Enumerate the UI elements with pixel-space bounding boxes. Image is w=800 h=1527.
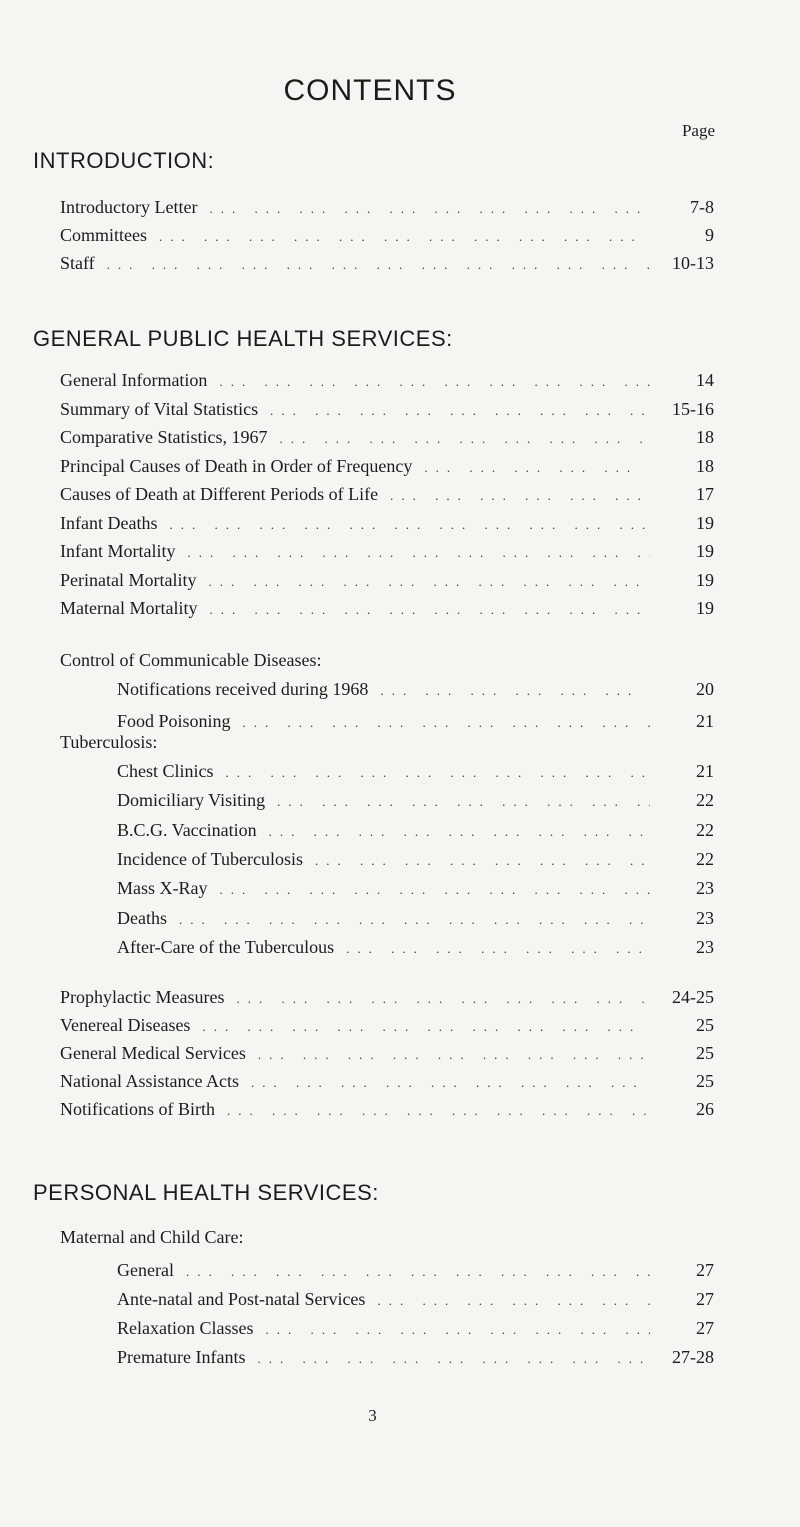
toc-entry-page: 25 [696, 1015, 714, 1035]
dot-leader [208, 570, 650, 594]
dot-leader [209, 598, 650, 622]
toc-entry [60, 539, 714, 563]
page-title: CONTENTS [283, 74, 457, 107]
toc-entry-page: 18 [696, 455, 714, 476]
dot-leader [279, 427, 650, 451]
dot-leader [390, 484, 650, 508]
toc-entry-page: 19 [696, 598, 714, 618]
dot-leader [107, 253, 650, 277]
toc-entry [60, 223, 714, 247]
toc-entry-page: 27-28 [672, 1347, 714, 1367]
toc-entry [60, 397, 714, 421]
toc-entry-label: Premature Infants [117, 1347, 246, 1367]
toc-entry-label: Venereal Diseases [60, 1015, 191, 1035]
toc-entry-label: General [117, 1260, 174, 1280]
toc-entry-label: Summary of Vital Statistics [60, 398, 259, 419]
toc-entry-label: Mass X-Ray [117, 878, 208, 899]
dot-leader [227, 1099, 650, 1123]
toc-entry-page: 27 [696, 1318, 714, 1338]
toc-entry [60, 1041, 714, 1065]
toc-entry-label: B.C.G. Vaccination [117, 819, 257, 840]
toc-entry-page: 10-13 [672, 253, 714, 273]
toc-entry [60, 482, 714, 506]
toc-entry-page: 14 [696, 370, 714, 390]
toc-entry [117, 1258, 714, 1282]
maternal-child-care-heading: Maternal and Child Care: [60, 1227, 244, 1247]
toc-entry-label: Principal Causes of Death in Order of Frequency [60, 455, 413, 476]
toc-entry-label: Infant Deaths [60, 512, 158, 533]
toc-entry [60, 1013, 714, 1037]
toc-entry-page: 25 [696, 1071, 714, 1091]
section-introduction: INTRODUCTION: [33, 148, 215, 173]
toc-entry-label: Perinatal Mortality [60, 569, 197, 590]
dot-leader [169, 513, 650, 537]
toc-entry-page: 9 [705, 225, 714, 245]
dot-leader [377, 1289, 650, 1313]
toc-entry [60, 511, 714, 535]
toc-entry-page: 27 [696, 1260, 714, 1280]
toc-entry-label: Comparative Statistics, 1967 [60, 427, 268, 447]
section-personal-health: PERSONAL HEALTH SERVICES: [33, 1180, 379, 1205]
section-general-public-health: GENERAL PUBLIC HEALTH SERVICES: [33, 326, 453, 351]
dot-leader [251, 1071, 650, 1095]
dot-leader [424, 456, 650, 480]
toc-entry-page: 23 [696, 907, 714, 928]
toc-entry-page: 21 [696, 761, 714, 781]
toc-entry-page: 7-8 [690, 197, 714, 217]
dot-leader [209, 197, 650, 221]
toc-entry-label: Chest Clinics [117, 761, 214, 781]
toc-entry [117, 1287, 714, 1311]
dot-leader [187, 541, 650, 565]
toc-entry [117, 1316, 714, 1340]
toc-entry-label: Causes of Death at Different Periods of Life [60, 484, 379, 504]
toc-entry [117, 677, 714, 701]
toc-entry-page: 20 [696, 679, 714, 699]
dot-leader [236, 987, 650, 1011]
toc-entry [117, 709, 714, 733]
toc-entry [60, 1097, 714, 1121]
dot-leader [265, 1318, 650, 1342]
dot-leader [226, 761, 650, 785]
toc-entry-page: 21 [696, 711, 714, 731]
dot-leader [270, 399, 650, 423]
toc-entry-label: Notifications of Birth [60, 1099, 215, 1119]
toc-entry [117, 818, 714, 842]
dot-leader [179, 908, 650, 932]
toc-entry-page: 15-16 [672, 398, 714, 419]
toc-entry [60, 368, 714, 392]
toc-entry-page: 26 [696, 1099, 714, 1119]
toc-entry-label: General Information [60, 370, 208, 390]
tuberculosis-heading: Tuberculosis: [60, 732, 158, 752]
toc-entry-page: 19 [696, 569, 714, 590]
page-number: 3 [368, 1406, 377, 1425]
dot-leader [159, 225, 650, 249]
toc-entry-label: Prophylactic Measures [60, 987, 225, 1007]
toc-entry [117, 935, 714, 959]
toc-entry [117, 788, 714, 812]
dot-leader [219, 370, 650, 394]
dot-leader [380, 679, 650, 703]
toc-entry [60, 251, 714, 275]
dot-leader [186, 1260, 650, 1284]
toc-entry [117, 759, 714, 783]
toc-entry-page: 18 [696, 427, 714, 447]
toc-entry-label: Introductory Letter [60, 197, 198, 217]
toc-entry [60, 985, 714, 1009]
toc-entry-label: Maternal Mortality [60, 598, 198, 618]
toc-entry [60, 195, 714, 219]
toc-entry [60, 1069, 714, 1093]
toc-entry [117, 906, 714, 930]
dot-leader [269, 820, 650, 844]
dot-leader [315, 849, 650, 873]
page-column-header: Page [681, 121, 715, 140]
toc-entry-label: After-Care of the Tuberculous [117, 936, 335, 957]
toc-entry-page: 24-25 [672, 987, 714, 1007]
toc-entry-label: Food Poisoning [117, 711, 231, 731]
toc-entry [60, 425, 714, 449]
dot-leader [277, 790, 650, 814]
toc-entry-page: 23 [696, 878, 714, 899]
toc-entry-label: Infant Mortality [60, 541, 176, 561]
communicable-diseases-heading: Control of Communicable Diseases: [60, 650, 322, 670]
dot-leader [257, 1347, 650, 1371]
dot-leader [243, 711, 650, 735]
toc-entry-label: Domiciliary Visiting [117, 790, 266, 811]
toc-entry-page: 25 [696, 1043, 714, 1063]
toc-entry-page: 22 [696, 790, 714, 811]
toc-entry-page: 27 [696, 1289, 714, 1309]
toc-entry [117, 847, 714, 871]
toc-entry-label: National Assistance Acts [60, 1071, 239, 1091]
toc-entry-page: 22 [696, 848, 714, 869]
dot-leader [258, 1043, 650, 1067]
toc-entry [117, 1345, 714, 1369]
toc-entry-page: 19 [696, 512, 714, 533]
toc-entry-label: Deaths [117, 907, 167, 928]
toc-entry-label: Ante-natal and Post-natal Services [117, 1289, 366, 1309]
toc-entry-label: Incidence of Tuberculosis [117, 848, 303, 869]
toc-entry-label: Staff [60, 253, 95, 273]
toc-entry [60, 596, 714, 620]
toc-entry-label: General Medical Services [60, 1043, 246, 1063]
toc-entry [60, 454, 714, 478]
dot-leader [220, 878, 651, 902]
toc-entry-page: 22 [696, 819, 714, 840]
toc-entry-label: Notifications received during 1968 [117, 679, 369, 699]
toc-entry [60, 568, 714, 592]
toc-entry-label: Relaxation Classes [117, 1318, 254, 1338]
toc-entry-label: Committees [60, 225, 147, 245]
toc-entry-page: 23 [696, 936, 714, 957]
toc-entry-page: 17 [696, 484, 714, 504]
toc-entry-page: 19 [696, 541, 714, 561]
dot-leader [346, 937, 650, 961]
dot-leader [202, 1015, 650, 1039]
toc-entry [117, 876, 714, 900]
